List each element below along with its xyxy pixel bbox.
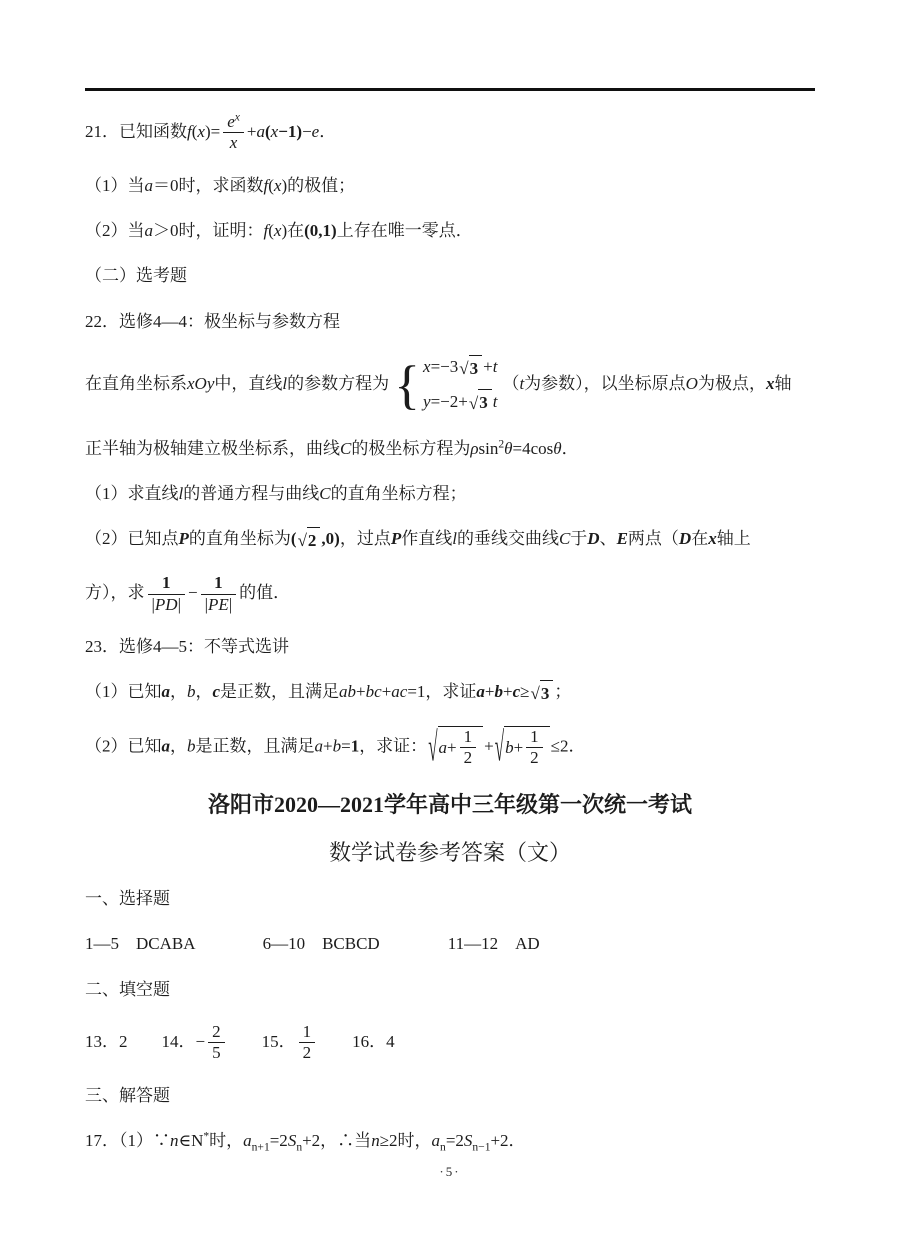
answers-section-choice: 一、选择题 [85, 889, 170, 908]
document-content [85, 0, 815, 1155]
radical-sign: √ [468, 393, 479, 413]
answers-title-line1: 洛阳市2020—2021学年高中三年级第一次统一考试 [207, 791, 692, 817]
answers-fill-values: 13．2 14．− $\frac{2}{5}$ 15． $\frac{1}{2}$ 16．4 [85, 1022, 395, 1063]
cases-row: x=−3 √ 3 +t [423, 354, 497, 382]
q21-part1: （1）当a＝0时，求函数f(x)的极值； [85, 175, 356, 195]
q22-part2-line1: （2）已知点P的直角坐标为( √ 2 ,0)，过点P作直线l的垂线交曲线C于D、E两点（D在x轴上 [85, 526, 815, 554]
problem-22-setup-line1: 在直角坐标系xOy中，直线l的参数方程为 { x=−3 √ 3 +t y=−2+ √ 3 t （t为参数），以坐标原点O为极点，x轴 [85, 355, 792, 416]
q23-part2: （2）已知a，b是正数，且满足a+b=1，求证： √ a + $\frac{1}{2}$ + √ b + $\frac{1}{2}$ ≤2． [85, 724, 586, 771]
problem-22-title: 22．选修4—4：极坐标与参数方程 [85, 311, 340, 331]
q22-part1: （1）求直线l的普通方程与曲线C的直角坐标方程； [85, 484, 467, 504]
section-optional: （二）选考题 [85, 266, 187, 286]
answers-title-line2: 数学试卷参考答案（文） [328, 839, 571, 865]
answers-choice-values: 1—5 DCABA 6—10 BCBCD 11—12 AD [85, 934, 540, 954]
radical-sign: √ [494, 724, 505, 771]
problem-22-setup-line2: 正半轴为极轴建立极坐标系，曲线C的极坐标方程为ρsin$^2$θ=4cosθ． [85, 437, 579, 458]
cases-brace: { [394, 355, 421, 416]
radical-sign: √ [428, 724, 438, 771]
radical-sign: √ [459, 358, 469, 378]
header-rule [85, 88, 815, 91]
answers-section-fill: 二、填空题 [85, 979, 170, 999]
answer-17-line1: 17．（1）∵n∈N*时，$a_{n+1}=2S_n+2$，∴当n≥2时，$a_n=2S_{n-1}+2$． [85, 1129, 526, 1154]
cases-row: y=−2+ √ 3 t [423, 389, 497, 417]
q22-part2-line2: 方），求 $\frac{1}{|PD|}$ − $\frac{1}{|PE|}$ 的值． [85, 573, 291, 614]
page-number: ·5· [439, 1164, 461, 1179]
q21-part2: （2）当a＞0时，证明：f(x)在(0,1)上存在唯一零点． [85, 221, 473, 241]
radical-sign: √ [297, 530, 307, 550]
answers-section-solution: 三、解答题 [85, 1085, 170, 1105]
problem-21: 21．已知函数f(x)= $\frac{e^x}{x}$ +a(x−1)−e． [85, 110, 337, 153]
radical-sign: √ [530, 683, 540, 703]
problem-23-title: 23．选修4—5：不等式选讲 [85, 636, 289, 656]
q23-part1: （1）已知a，b，c是正数，且满足ab+bc+ac=1，求证a+b+c≥ √ 3 ； [85, 679, 815, 707]
